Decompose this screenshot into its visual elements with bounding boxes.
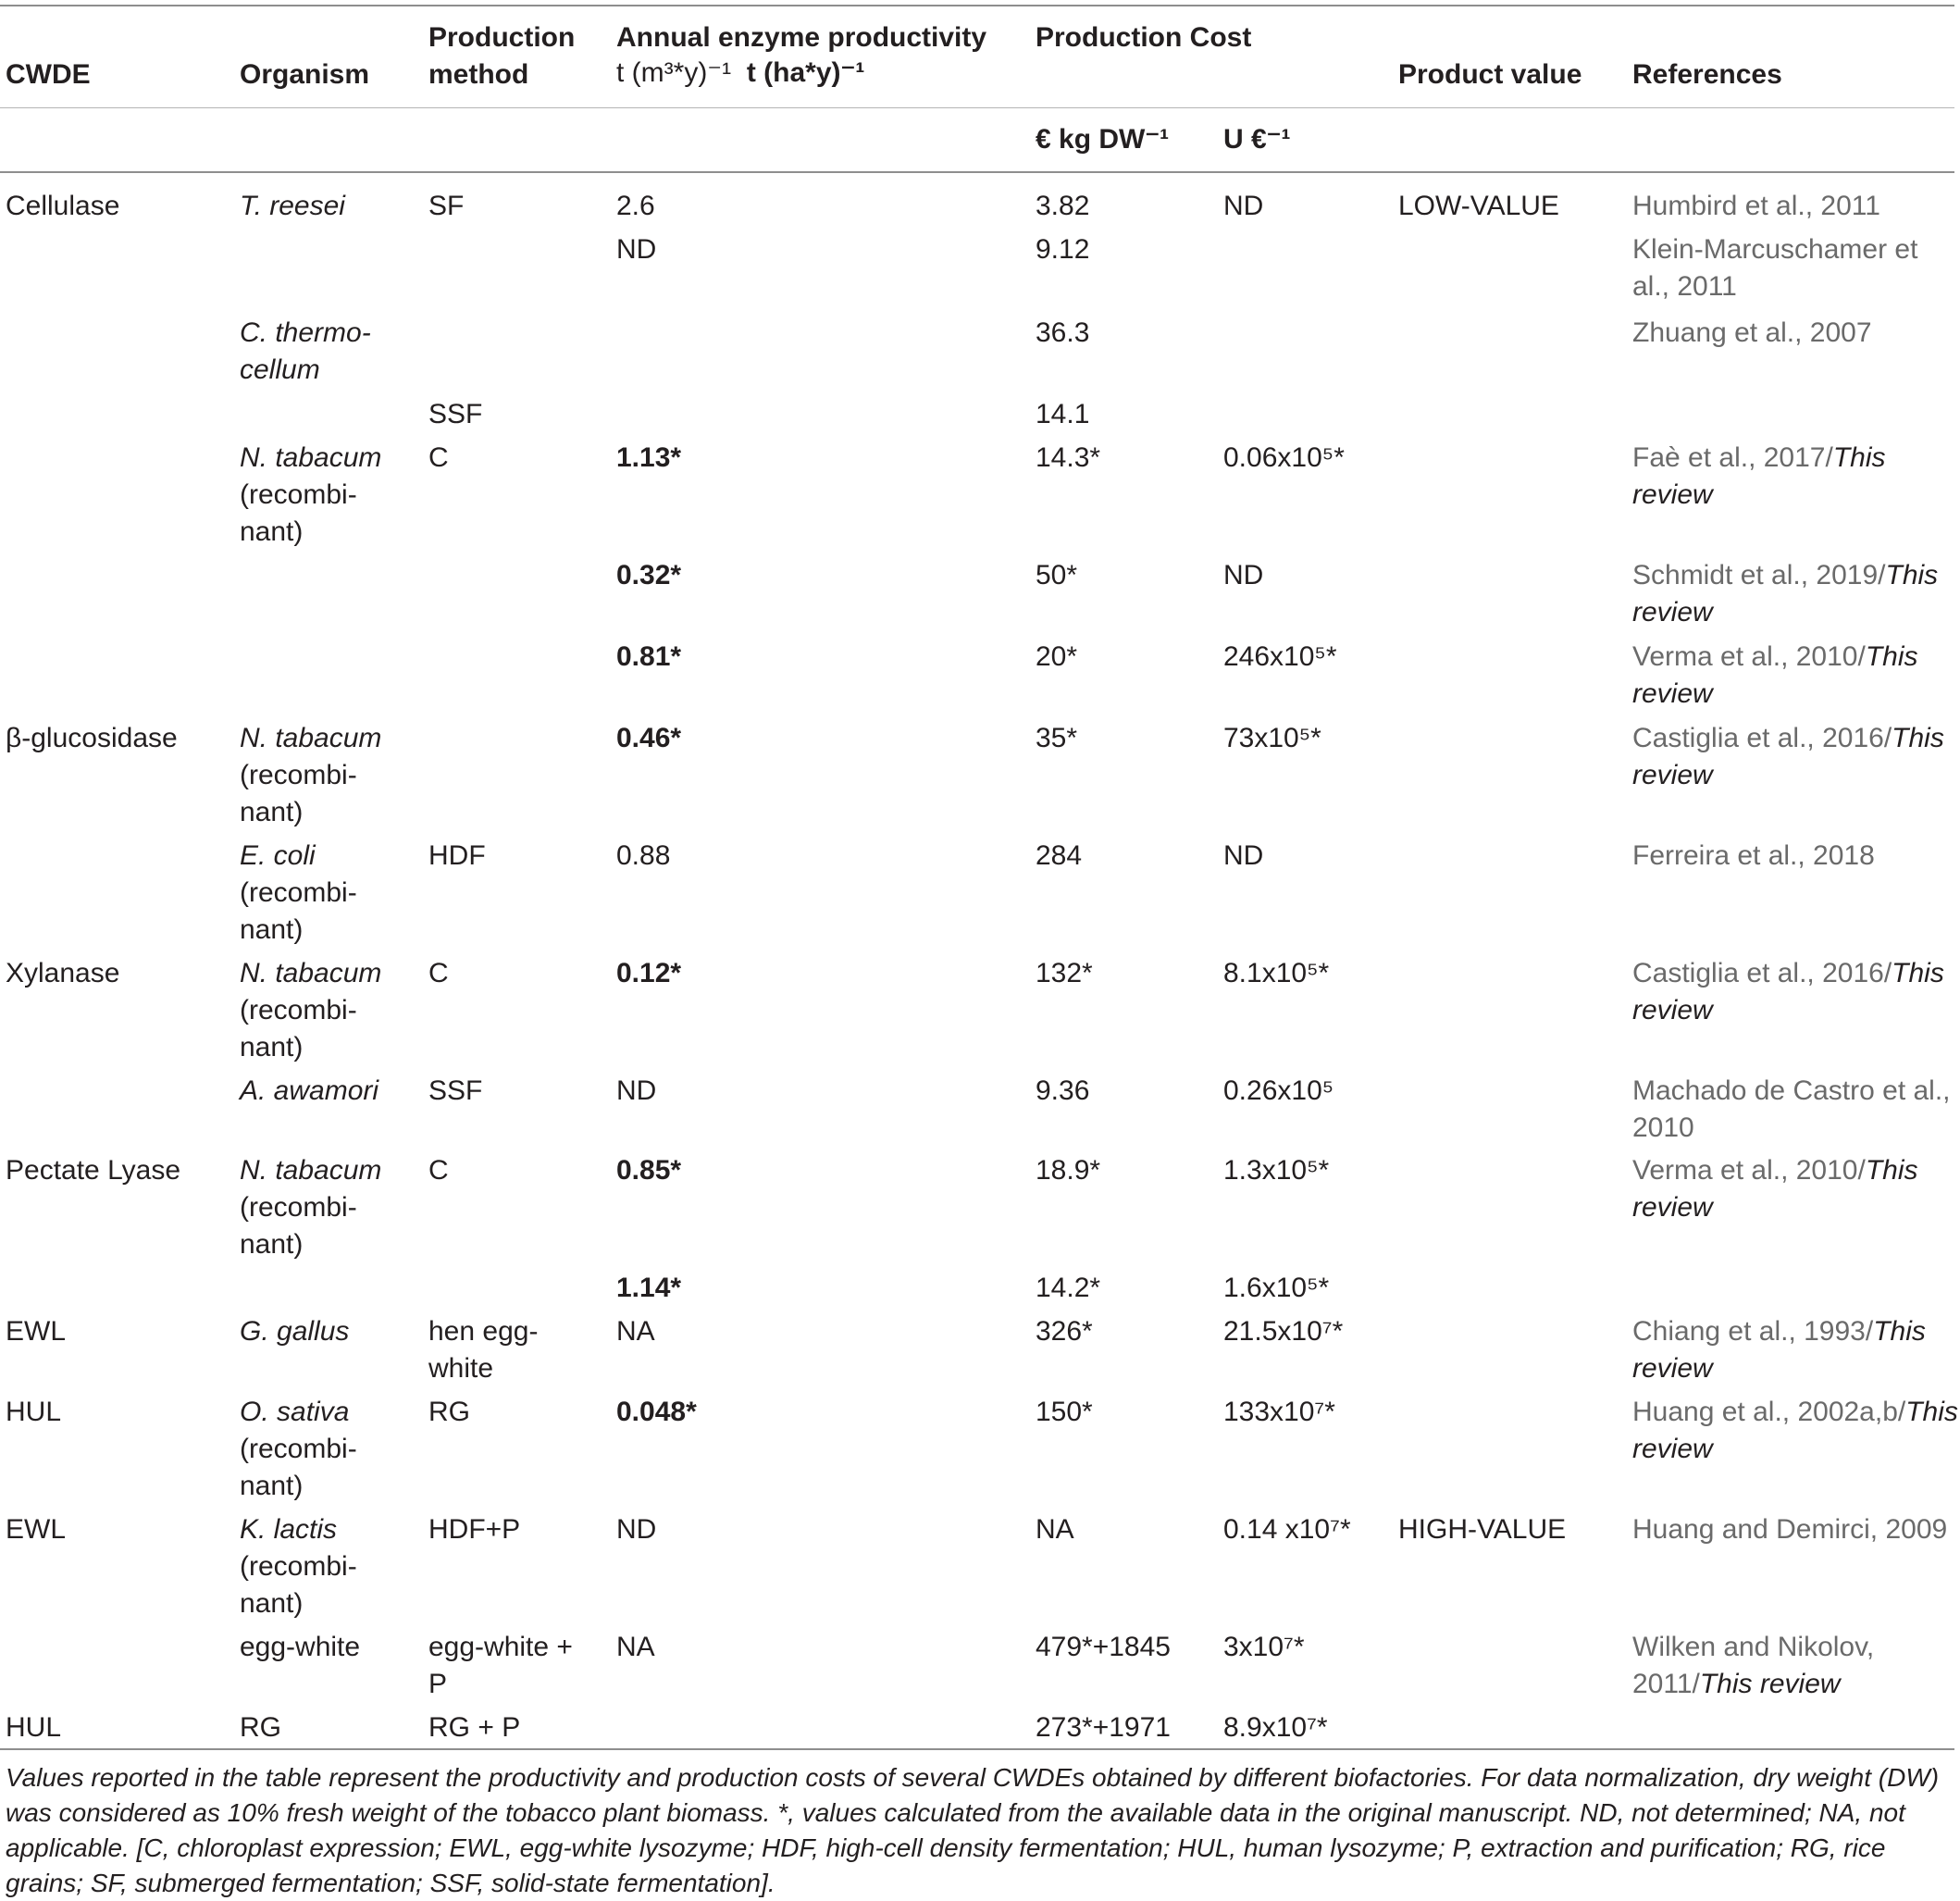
cell-cost-per-kg: 18.9* (1036, 1155, 1101, 1186)
cell-cost-per-kg: 9.36 (1036, 1075, 1090, 1106)
cell-cost-per-kg: 132* (1036, 958, 1093, 988)
organism-note: (recombi-nant) (240, 1551, 357, 1619)
cell-productivity: ND (616, 1514, 657, 1545)
organism-note: (recombi-nant) (240, 877, 357, 945)
reference-text: Ferreira et al., 2018 (1632, 840, 1875, 871)
cell-units-per-euro: 1.3x10⁵* (1223, 1155, 1330, 1186)
cell-organism (240, 1511, 416, 1622)
reference-suffix: This review (1632, 560, 1939, 627)
cell-method: C (428, 1155, 449, 1186)
reference-text: Verma et al., 2010/ (1632, 641, 1866, 672)
reference-text: Chiang et al., 1993/ (1632, 1316, 1874, 1347)
organism-name: N. tabacum (240, 958, 382, 988)
reference-text: Zhuang et al., 2007 (1632, 317, 1872, 348)
cell-organism (240, 1073, 416, 1110)
cell-units-per-euro: 246x10⁵* (1223, 641, 1337, 672)
reference-suffix: This review (1632, 1155, 1918, 1223)
cell-units-per-euro: 8.9x10⁷* (1223, 1712, 1328, 1743)
cell-organism (240, 1709, 416, 1746)
cell-units-per-euro: ND (1223, 560, 1264, 590)
cell-productivity: NA (616, 1316, 655, 1347)
cell-units-per-euro: 133x10⁷* (1223, 1397, 1335, 1427)
reference-suffix: This review (1699, 1669, 1841, 1699)
header-bottom-rule (0, 171, 1954, 173)
cell-organism (240, 188, 416, 225)
reference-text: Verma et al., 2010/ (1632, 1155, 1866, 1186)
organism-name: egg-white (240, 1632, 361, 1662)
cell-units-per-euro: 0.06x10⁵* (1223, 442, 1345, 473)
organism-name: K. lactis (240, 1514, 338, 1545)
cell-units-per-euro: ND (1223, 840, 1264, 871)
cell-cost-per-kg: 326* (1036, 1316, 1093, 1347)
cell-productivity: 0.85* (616, 1155, 682, 1186)
header-divider (0, 107, 1954, 108)
cell-cost-per-kg: 150* (1036, 1397, 1093, 1427)
cell-reference (1632, 639, 1958, 713)
cell-cwde: EWL (6, 1514, 67, 1545)
cell-method: RG (428, 1397, 470, 1427)
reference-suffix: This review (1632, 723, 1944, 790)
cell-productivity: 0.12* (616, 958, 682, 988)
cell-cwde: β-glucosidase (6, 723, 178, 753)
unit-area: t (ha*y)⁻¹ (746, 57, 865, 88)
organism-note: (recombi-nant) (240, 1192, 357, 1260)
cell-units-per-euro: 8.1x10⁵* (1223, 958, 1330, 988)
cell-productivity: 0.88 (616, 840, 671, 871)
cell-cwde: HUL (6, 1397, 62, 1427)
header-units-per-euro: U €⁻¹ (1223, 124, 1291, 155)
cell-product-value: HIGH-VALUE (1398, 1514, 1567, 1545)
cell-reference (1632, 315, 1958, 352)
header-productivity: Annual enzyme productivity (616, 22, 987, 53)
cell-productivity: ND (616, 234, 657, 265)
reference-text: Schmidt et al., 2019/ (1632, 560, 1886, 590)
cell-method: egg-white + P (428, 1632, 573, 1699)
cell-reference (1632, 1313, 1958, 1387)
cell-cost-per-kg: 35* (1036, 723, 1078, 753)
cell-reference (1632, 720, 1958, 794)
cell-cost-per-kg: 284 (1036, 840, 1083, 871)
cell-productivity: 0.048* (616, 1397, 697, 1427)
cell-method: SF (428, 191, 465, 221)
cell-cost-per-kg: 50* (1036, 560, 1078, 590)
cell-cost-per-kg: NA (1036, 1514, 1074, 1545)
reference-suffix: This review (1632, 958, 1944, 1025)
cell-method: C (428, 442, 449, 473)
header-references: References (1632, 59, 1782, 90)
header-product-value: Product value (1398, 59, 1582, 90)
cell-reference (1632, 557, 1958, 631)
cell-organism (240, 1313, 416, 1350)
reference-text: Klein-Marcuschamer et al., 2011 (1632, 234, 1918, 302)
cell-cost-per-kg: 273*+1971 (1036, 1712, 1171, 1743)
cell-method: HDF+P (428, 1514, 521, 1545)
organism-note: (recombi-nant) (240, 995, 357, 1062)
cell-cost-per-kg: 36.3 (1036, 317, 1090, 348)
cell-reference (1632, 1511, 1958, 1548)
organism-name: E. coli (240, 840, 316, 871)
cell-units-per-euro: 73x10⁵* (1223, 723, 1321, 753)
reference-text: Huang et al., 2002a,b/ (1632, 1397, 1906, 1427)
organism-name: A. awamori (240, 1075, 379, 1106)
header-method-line2: method (428, 59, 529, 90)
cell-method: SSF (428, 1075, 483, 1106)
cell-cost-per-kg: 479*+1845 (1036, 1632, 1171, 1662)
reference-text: Machado de Castro et al., 2010 (1632, 1075, 1951, 1143)
cell-units-per-euro: 21.5x10⁷* (1223, 1316, 1344, 1347)
cell-cost-per-kg: 14.1 (1036, 399, 1090, 429)
cell-cost-per-kg: 3.82 (1036, 191, 1090, 221)
cell-cost-per-kg: 20* (1036, 641, 1078, 672)
cell-organism (240, 315, 416, 389)
cell-organism (240, 838, 416, 949)
organism-note: (recombi-nant) (240, 479, 357, 547)
cell-cost-per-kg: 14.3* (1036, 442, 1101, 473)
cell-organism (240, 1629, 416, 1666)
reference-text: Wilken and Nikolov, 2011/ (1632, 1632, 1875, 1699)
table-footnote: Values reported in the table represent the productivity and production costs of several CWDEs obtained by different biofactories. For data normalization, dry weight (DW) was considered as 10% fresh weight of the tobacco plant biomass. *, values calculated from the available data in the original manuscript. ND, not determined; NA, not applicable. [C, chloroplast expression; EWL, egg-white lysozyme; HDF, high-cell density fermentation; HUL, human lysozyme; P, extraction and purification; RG, rice grains; SF, submerged fermentation; SSF, solid-state fermentation]. (6, 1763, 1940, 1897)
cell-cwde: HUL (6, 1712, 62, 1743)
reference-suffix: This review (1632, 1316, 1926, 1384)
cell-units-per-euro: 0.14 x10⁷* (1223, 1514, 1351, 1545)
cell-productivity: NA (616, 1632, 655, 1662)
cell-cwde: Cellulase (6, 191, 120, 221)
reference-text: Humbird et al., 2011 (1632, 191, 1880, 221)
cell-organism (240, 720, 416, 831)
cell-reference (1632, 955, 1958, 1029)
organism-note: (recombi-nant) (240, 1434, 357, 1501)
cell-cost-per-kg: 14.2* (1036, 1273, 1101, 1303)
cell-method: hen egg-white (428, 1316, 539, 1384)
organism-name: N. tabacum (240, 442, 382, 473)
cell-productivity: 2.6 (616, 191, 655, 221)
cell-cwde: Xylanase (6, 958, 120, 988)
cell-reference (1632, 838, 1958, 875)
table-bottom-rule (0, 1748, 1954, 1750)
cell-product-value: LOW-VALUE (1398, 191, 1559, 221)
organism-name: N. tabacum (240, 723, 382, 753)
cell-organism (240, 1394, 416, 1505)
header-production-cost: Production Cost (1036, 22, 1252, 53)
cell-cwde: EWL (6, 1316, 67, 1347)
reference-text: Faè et al., 2017/ (1632, 442, 1833, 473)
header-method-line1: Production (428, 22, 576, 53)
cell-productivity: 1.13* (616, 442, 682, 473)
cell-productivity: ND (616, 1075, 657, 1106)
cell-method: C (428, 958, 449, 988)
cell-organism (240, 955, 416, 1066)
cell-units-per-euro: 0.26x10⁵ (1223, 1075, 1334, 1106)
cell-cost-per-kg: 9.12 (1036, 234, 1090, 265)
reference-suffix: This review (1632, 1397, 1958, 1464)
cell-units-per-euro: 3x10⁷* (1223, 1632, 1305, 1662)
organism-name: RG (240, 1712, 281, 1743)
organism-name: O. sativa (240, 1397, 350, 1427)
header-cwde: CWDE (6, 59, 91, 90)
cell-reference (1632, 440, 1958, 514)
cell-reference (1632, 188, 1958, 225)
cell-productivity: 0.32* (616, 560, 682, 590)
organism-note: (recombi-nant) (240, 760, 357, 827)
cell-reference (1632, 1073, 1958, 1147)
reference-text: Huang and Demirci, 2009 (1632, 1514, 1948, 1545)
cell-method: SSF (428, 399, 483, 429)
cell-reference (1632, 231, 1958, 305)
cell-organism (240, 440, 416, 551)
organism-name: T. reesei (240, 191, 345, 221)
header-productivity-units (616, 55, 864, 92)
reference-suffix: This review (1632, 442, 1886, 510)
header-organism: Organism (240, 59, 370, 90)
reference-text: Castiglia et al., 2016/ (1632, 958, 1892, 988)
cell-reference (1632, 1152, 1958, 1226)
organism-name: C. thermo-cellum (240, 317, 371, 385)
cell-reference (1632, 1629, 1958, 1703)
organism-name: N. tabacum (240, 1155, 382, 1186)
cell-units-per-euro: ND (1223, 191, 1264, 221)
organism-name: G. gallus (240, 1316, 350, 1347)
cell-organism (240, 1152, 416, 1263)
unit-volume: t (m³*y)⁻¹ (616, 57, 732, 88)
reference-suffix: This review (1632, 641, 1918, 709)
header-cost-per-kg: € kg DW⁻¹ (1036, 124, 1170, 155)
reference-text: Castiglia et al., 2016/ (1632, 723, 1892, 753)
cell-method: RG + P (428, 1712, 521, 1743)
cell-productivity: 0.81* (616, 641, 682, 672)
cell-method: HDF (428, 840, 486, 871)
cell-cwde: Pectate Lyase (6, 1155, 181, 1186)
cell-units-per-euro: 1.6x10⁵* (1223, 1273, 1330, 1303)
cell-productivity: 1.14* (616, 1273, 682, 1303)
cell-reference (1632, 1394, 1958, 1468)
table-top-rule (0, 5, 1954, 6)
cell-productivity: 0.46* (616, 723, 682, 753)
